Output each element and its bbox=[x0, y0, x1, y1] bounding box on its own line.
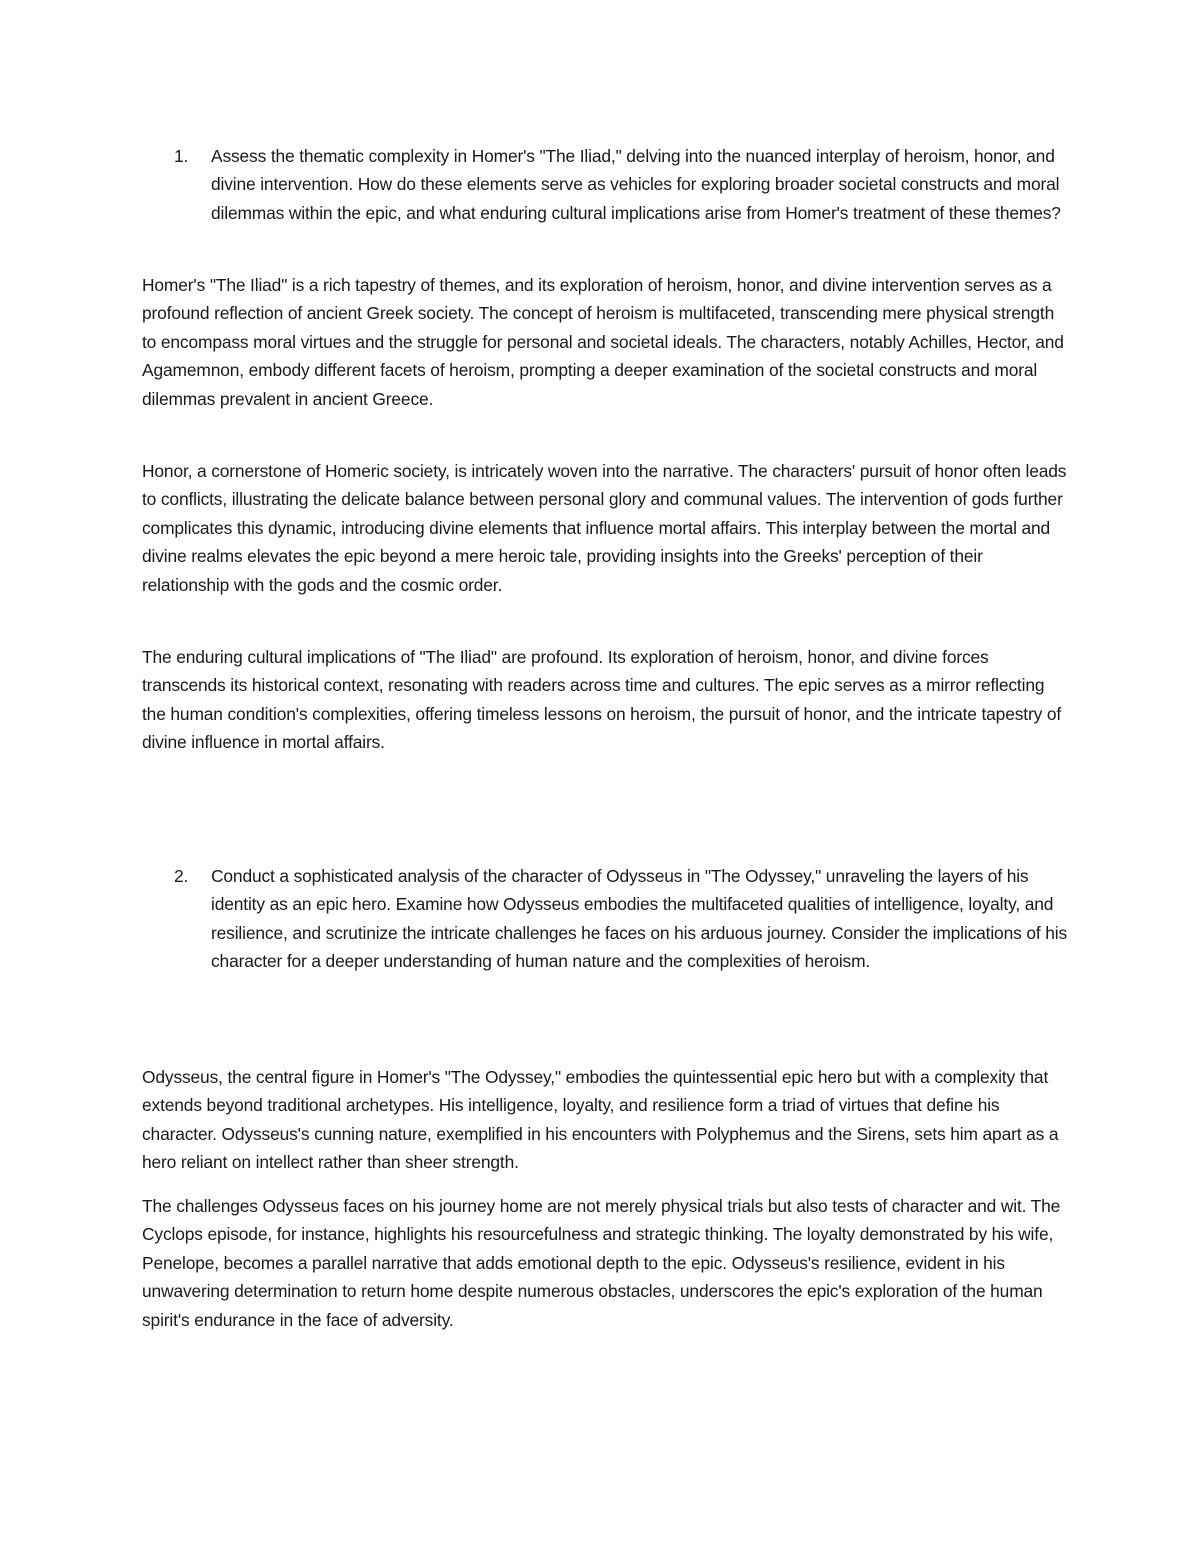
question-2-text: Conduct a sophisticated analysis of the character of Odysseus in "The Odyssey," unraveling the layers of his identity as an epic hero. Examine how Odysseus embodies the multifaceted qualities of intelligence, loyalty, and resilience, and scrutinize the intricate challenges he faces on his arduous journey. Consider the implications of his character for a deeper understanding of human nature and the complexities of heroism. bbox=[211, 866, 1067, 972]
question-2 bbox=[174, 862, 1074, 976]
question-1 bbox=[174, 142, 1074, 227]
answer-2-paragraph-1: Odysseus, the central figure in Homer's "The Odyssey," embodies the quintessential epic hero but with a complexity that extends beyond traditional archetypes. His intelligence, loyalty, and resilience form a triad of virtues that define his character. Odysseus's cunning nature, exemplified in his encounters with Polyphemus and the Sirens, sets him apart as a hero reliant on intellect rather than sheer strength. bbox=[142, 1067, 1059, 1173]
question-1-text: Assess the thematic complexity in Homer's "The Iliad," delving into the nuanced interplay of heroism, honor, and divine intervention. How do these elements serve as vehicles for exploring broader societal constructs and moral dilemmas within the epic, and what enduring cultural implications arise from Homer's treatment of these themes? bbox=[211, 146, 1061, 223]
question-1-number: 1. bbox=[174, 146, 189, 166]
answer-2-paragraph-2: The challenges Odysseus faces on his journey home are not merely physical trials but also tests of character and wit. The Cyclops episode, for instance, highlights his resourcefulness and strategic thinking. The loyalty demonstrated by his wife, Penelope, becomes a parallel narrative that adds emotional depth to the epic. Odysseus's resilience, evident in his unwavering determination to return home despite numerous obstacles, underscores the epic's exploration of the human spirit's endurance in the face of adversity. bbox=[142, 1196, 1061, 1330]
answer-1-paragraph-3: The enduring cultural implications of "The Iliad" are profound. Its exploration of heroism, honor, and divine forces transcends its historical context, resonating with readers across time and cultures. The epic serves as a mirror reflecting the human condition's complexities, offering timeless lessons on heroism, the pursuit of honor, and the intricate tapestry of divine influence in mortal affairs. bbox=[142, 647, 1062, 753]
question-2-number: 2. bbox=[174, 866, 189, 886]
answer-1-paragraph-2: Honor, a cornerstone of Homeric society, is intricately woven into the narrative. The characters' pursuit of honor often leads to conflicts, illustrating the delicate balance between personal glory and communal values. The intervention of gods further complicates this dynamic, introducing divine elements that influence mortal affairs. This interplay between the mortal and divine realms elevates the epic beyond a mere heroic tale, providing insights into the Greeks' perception of their relationship with the gods and the cosmic order. bbox=[142, 461, 1067, 595]
answer-1-paragraph-1: Homer's "The Iliad" is a rich tapestry of themes, and its exploration of heroism, honor, and divine intervention serves as a profound reflection of ancient Greek society. The concept of heroism is multifaceted, transcending mere physical strength to encompass moral virtues and the struggle for personal and societal ideals. The characters, notably Achilles, Hector, and Agamemnon, embody different facets of heroism, prompting a deeper examination of the societal constructs and moral dilemmas prevalent in ancient Greece. bbox=[142, 275, 1064, 409]
